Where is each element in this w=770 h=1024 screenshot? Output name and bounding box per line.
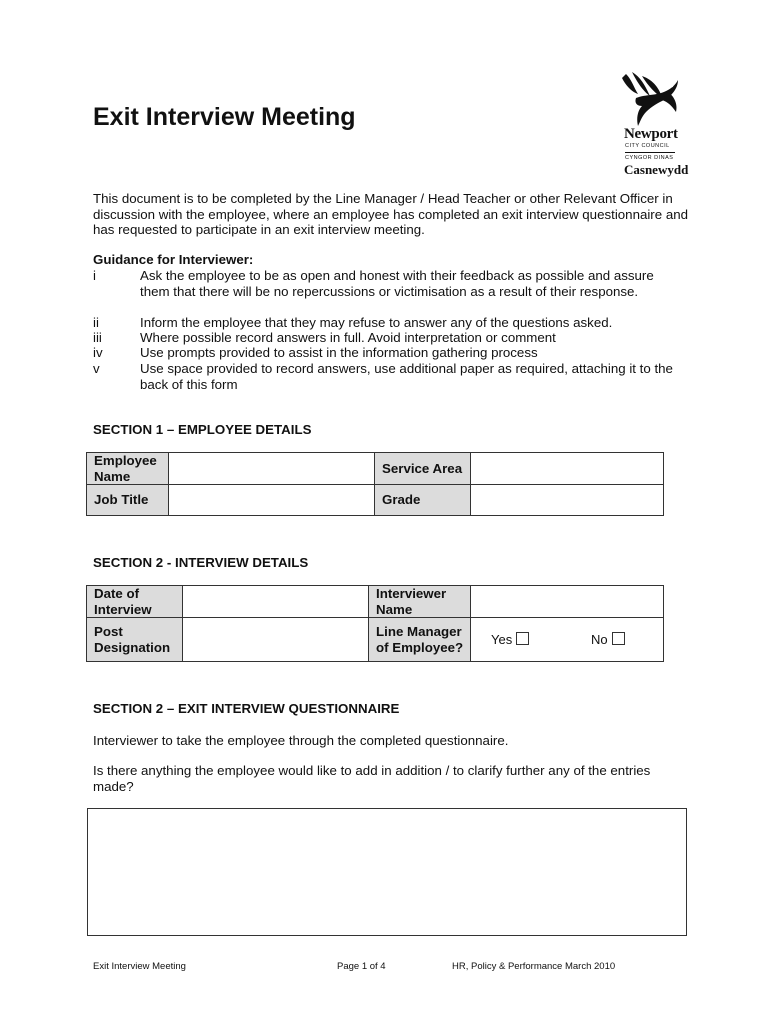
section2-heading: SECTION 2 - INTERVIEW DETAILS: [93, 555, 309, 570]
footer-document-title: Exit Interview Meeting: [93, 961, 186, 972]
yes-label: Yes: [491, 631, 513, 647]
logo-divider: [625, 152, 675, 153]
logo-text-newport: Newport: [624, 126, 678, 142]
job-title-label: Job Title: [87, 485, 169, 516]
guidance-item: [93, 330, 683, 346]
interviewer-name-label: Interviewer Name: [369, 586, 471, 618]
logo-text-casnewydd: Casnewydd: [624, 162, 689, 177]
no-checkbox[interactable]: [612, 632, 625, 645]
guidance-item: [93, 268, 683, 299]
clarification-question: Is there anything the employee would like to add in addition / to clarify further any of the entries made?: [93, 763, 651, 794]
date-of-interview-label: Date of Interview: [87, 586, 183, 618]
post-designation-field[interactable]: [183, 618, 369, 662]
line-manager-options: [471, 618, 664, 662]
guidance-item-number: ii: [93, 315, 99, 330]
guidance-item-text: Ask the employee to be as open and honest with their feedback as possible and assure them that there will be no repercussions or victimisation as a result of their response.: [140, 268, 654, 299]
logo-text-city-council: CITY COUNCIL: [625, 143, 670, 149]
guidance-item-number: i: [93, 268, 96, 283]
guidance-item-number: v: [93, 361, 100, 376]
guidance-item-text: Inform the employee that they may refuse to answer any of the questions asked.: [140, 315, 613, 330]
guidance-item: [93, 315, 683, 331]
guidance-item-text: Use prompts provided to assist in the information gathering process: [140, 345, 538, 360]
guidance-item-text: Where possible record answers in full. Avoid interpretation or comment: [140, 330, 556, 345]
no-option[interactable]: [591, 632, 625, 648]
yes-option[interactable]: [491, 632, 529, 648]
guidance-item-number: iii: [93, 330, 102, 345]
employee-name-field[interactable]: [169, 453, 375, 485]
no-label: No: [591, 631, 608, 647]
guidance-item-number: iv: [93, 345, 103, 360]
guidance-item: [93, 345, 683, 361]
footer-department-date: HR, Policy & Performance March 2010: [452, 961, 616, 972]
date-of-interview-field[interactable]: [183, 586, 369, 618]
interview-details-table: [86, 585, 664, 662]
interviewer-name-field[interactable]: [471, 586, 664, 618]
page-title: Exit Interview Meeting: [93, 103, 356, 131]
dragon-emblem-icon: [612, 70, 684, 130]
employee-name-label: Employee Name: [87, 453, 169, 485]
post-designation-label: Post Designation: [87, 618, 183, 662]
answer-textbox[interactable]: [87, 808, 687, 936]
employee-details-table: [86, 452, 664, 516]
grade-field[interactable]: [471, 485, 664, 516]
service-area-label: Service Area: [375, 453, 471, 485]
section1-heading: SECTION 1 – EMPLOYEE DETAILS: [93, 422, 312, 437]
guidance-item: [93, 361, 683, 392]
guidance-heading: Guidance for Interviewer:: [93, 252, 254, 267]
guidance-item-text: Use space provided to record answers, use additional paper as required, attaching it to the back of this form: [140, 361, 673, 392]
job-title-field[interactable]: [169, 485, 375, 516]
section3-heading: SECTION 2 – EXIT INTERVIEW QUESTIONNAIRE: [93, 701, 400, 716]
footer-page-number: Page 1 of 4: [337, 961, 386, 972]
questionnaire-instruction: Interviewer to take the employee through the completed questionnaire.: [93, 733, 509, 748]
logo-text-cyngor-dinas: CYNGOR DINAS: [625, 155, 674, 161]
service-area-field[interactable]: [471, 453, 664, 485]
newport-council-logo: [612, 70, 689, 180]
yes-checkbox[interactable]: [516, 632, 529, 645]
line-manager-label: Line Manager of Employee?: [369, 618, 471, 662]
intro-paragraph: This document is to be completed by the Line Manager / Head Teacher or other Relevant Officer in discussion with the employee, where an employee has completed an exit interview questionnaire and has requested to participate in an exit interview meeting.: [93, 191, 689, 237]
grade-label: Grade: [375, 485, 471, 516]
